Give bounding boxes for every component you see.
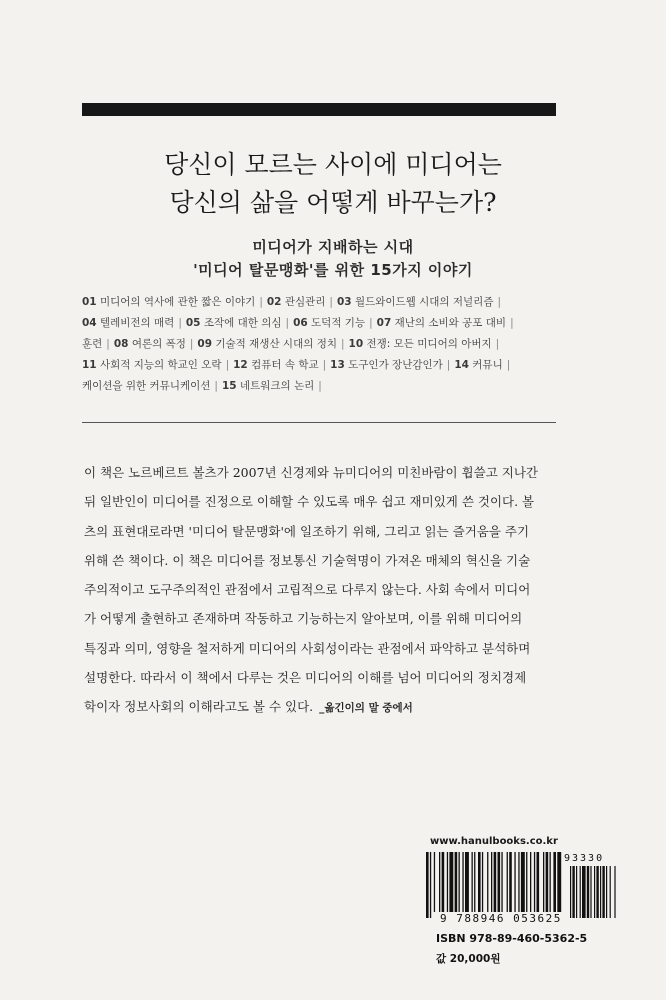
toc-item-number: 07 [376, 317, 392, 329]
barcode-bar [514, 852, 515, 912]
barcode-bar [459, 852, 460, 912]
toc-separator: | [259, 296, 263, 308]
toc-item-title: 컴퓨터 속 학교 [251, 359, 319, 371]
toc-item-title: 기술적 재생산 시대의 정치 [215, 338, 337, 350]
barcode-bar [537, 852, 540, 912]
toc-item-number: 11 [82, 359, 97, 371]
toc-item [82, 317, 174, 329]
toc-separator: | [214, 380, 218, 392]
toc-item [197, 338, 337, 350]
toc-item-title: 미디어의 역사에 관한 짧은 이야기 [99, 296, 256, 308]
toc-item [337, 296, 494, 308]
barcode-bar [526, 852, 527, 912]
toc-line [82, 376, 562, 397]
barcode-addon-bar [606, 866, 607, 918]
toc-separator: | [495, 338, 500, 350]
toc-item-number: 10 [348, 338, 364, 350]
toc-separator: | [322, 359, 327, 371]
barcode-bar [487, 852, 488, 912]
barcode-bar [482, 852, 483, 912]
barcode-bar [439, 852, 440, 912]
isbn-text: ISBN 978-89-460-5362-5 [436, 932, 588, 945]
toc-item [454, 359, 502, 371]
barcode-addon-bar [602, 866, 604, 918]
toc-separator: | [497, 296, 502, 308]
toc-item-number: 02 [266, 296, 282, 308]
body-line: 설명한다. 따라서 이 책에서 다루는 것은 미디어의 이해를 넘어 미디어의 정치경제 [84, 670, 527, 686]
toc-item-number: 01 [82, 296, 97, 308]
body-line: 주의적이고 도구주의적인 관점에서 고립적으로 다루지 않는다. 사회 속에서 미디어 [84, 582, 531, 598]
toc-item [82, 359, 222, 371]
barcode-bar [472, 852, 473, 912]
barcode-addon-bar [570, 866, 571, 918]
toc-separator: | [106, 338, 110, 350]
toc-item-number: 05 [185, 317, 201, 329]
toc-item-title: 도구인가 장난감인가 [348, 359, 443, 371]
barcode-bar [521, 852, 525, 912]
barcode-addon-bar [576, 866, 577, 918]
toc-item [293, 317, 365, 329]
toc-item-title: 조작에 대한 의심 [203, 317, 282, 329]
barcode-bar [462, 852, 463, 912]
barcode-bar [426, 852, 429, 918]
barcode-addon-bar [572, 866, 574, 918]
headline-line-2: 당신의 삶을 어떻게 바꾸는가? [169, 188, 497, 217]
subhead-line-1: 미디어가 지배하는 시대 [252, 238, 414, 256]
toc-line [82, 355, 562, 376]
toc-item [349, 338, 492, 350]
barcode-bar [534, 852, 535, 912]
toc-item-title: 월드와이드웹 시대의 저널리즘 [354, 296, 494, 308]
toc-item [82, 380, 210, 392]
toc-item [82, 338, 102, 350]
barcode-bar [478, 852, 481, 912]
barcode-addon-bar [594, 866, 595, 918]
toc-separator: | [506, 359, 511, 371]
toc-separator: | [510, 317, 514, 329]
barcode-bar [455, 852, 458, 912]
barcode-addon-bar [614, 866, 615, 918]
toc-item-title: 커뮤니 [472, 359, 503, 371]
barcode-addon-number: 93330 [564, 853, 605, 864]
toc-item-title: 사회적 지능의 학교인 오락 [99, 359, 222, 371]
subhead-line-2: '미디어 탈문맹화'를 위한 15가지 이야기 [193, 261, 473, 279]
body-line: 츠의 표현대로라면 '미디어 탈문맹화'에 일조하기 위해, 그리고 읽는 즐거움을 주기 [84, 523, 530, 539]
toc-line [82, 313, 562, 334]
toc-item [233, 359, 319, 371]
barcode-bar [553, 852, 556, 912]
toc-separator: | [225, 359, 230, 371]
barcode-addon-bar [582, 866, 586, 918]
barcode-bar [530, 852, 531, 912]
toc-item-number: 09 [197, 338, 213, 350]
toc-separator: | [318, 380, 322, 392]
toc-item-title: 전쟁: 모든 미디어의 아버지 [366, 338, 492, 350]
barcode-bar [449, 852, 453, 912]
toc-item-number: 06 [293, 317, 308, 329]
barcode-bar [434, 852, 435, 912]
barcode-addon-bar [587, 866, 589, 918]
toc-item [330, 359, 443, 371]
publisher-website: www.hanulbooks.co.kr [430, 836, 558, 847]
toc-item-title: 훈련 [82, 338, 103, 350]
body-line: 뒤 일반인이 미디어를 진정으로 이해할 수 있도록 매우 쉽고 재미있게 쓴 것이다. 볼 [84, 494, 535, 510]
barcode-bar [518, 852, 519, 912]
barcode-bar [546, 852, 549, 912]
barcode-bar [498, 852, 501, 912]
barcode-bar [494, 852, 497, 912]
barcode-bar [474, 852, 475, 912]
toc-item-number: 12 [233, 359, 248, 371]
barcode-addon-bar [610, 866, 611, 918]
barcode-number: 9 788946 053625 [440, 912, 562, 925]
toc-item-title: 도덕적 기능 [311, 317, 366, 329]
toc-item [377, 317, 506, 329]
barcode-bar [557, 852, 561, 912]
toc-separator: | [340, 338, 345, 350]
toc-item-number: 03 [336, 296, 352, 308]
toc-item [267, 296, 326, 308]
barcode-bar [465, 852, 469, 912]
barcode-bar [501, 852, 502, 912]
body-line: 특징과 의미, 영향을 철저하게 미디어의 사회성이라는 관점에서 파악하고 분석하며 [84, 640, 531, 656]
body-line: 이 책은 노르베르트 볼츠가 2007년 신경제와 뉴미디어의 미친바람이 휩쓸고 지나간 [84, 465, 538, 480]
barcode-bar [509, 852, 512, 912]
toc-item-title: 재난의 소비와 공포 대비 [394, 317, 507, 329]
barcode-bar [447, 852, 448, 912]
headline [60, 146, 606, 222]
toc-separator: | [446, 359, 451, 371]
divider-rule [82, 422, 556, 423]
toc-item-title: 관심관리 [284, 296, 326, 308]
toc-item-number: 04 [82, 317, 97, 329]
barcode-addon-bar [600, 866, 601, 918]
barcode-addon-bar [580, 866, 581, 918]
headline-line-1: 당신이 모르는 사이에 미디어는 [164, 150, 502, 179]
subhead [60, 236, 606, 282]
top-black-bar [82, 103, 556, 116]
barcode-bar [507, 852, 508, 912]
body-text [84, 458, 564, 724]
toc-item [186, 317, 282, 329]
toc-item-title: 텔레비전의 매력 [99, 317, 175, 329]
toc-separator: | [178, 317, 182, 329]
isbn-barcode [420, 852, 620, 940]
toc-item-title: 네트워크의 논리 [239, 380, 315, 392]
toc-item-number: 13 [330, 359, 345, 371]
table-of-contents [82, 292, 562, 397]
body-line: 위해 쓴 책이다. 이 책은 미디어를 정보통신 기술혁명이 가져온 매체의 혁신을 기술 [84, 552, 531, 568]
body-line-text: 학이자 정보사회의 이해라고도 볼 수 있다. [84, 699, 314, 715]
toc-separator: | [189, 338, 194, 350]
toc-item-title: 여론의 폭정 [131, 338, 186, 350]
source-note: _옮긴이의 말 중에서 [319, 702, 413, 715]
barcode-bar [442, 852, 445, 912]
barcode-bar [430, 852, 431, 918]
toc-item [114, 338, 186, 350]
toc-item-title: 케이션을 위한 커뮤니케이션 [82, 380, 211, 392]
barcode-bar [550, 852, 551, 912]
toc-line [82, 292, 562, 313]
barcode-bar [491, 852, 492, 912]
toc-separator: | [329, 296, 333, 308]
toc-item-number: 08 [113, 338, 129, 350]
toc-item-number: 15 [221, 380, 237, 392]
barcode-addon-bar [596, 866, 598, 918]
toc-separator: | [285, 317, 290, 329]
barcode-bar [543, 852, 544, 912]
toc-separator: | [369, 317, 373, 329]
toc-line [82, 334, 562, 355]
price-text: 값 20,000원 [436, 953, 501, 965]
toc-item-number: 14 [454, 359, 469, 371]
toc-item [222, 380, 314, 392]
body-line-last [84, 692, 564, 723]
barcode-addon-bar [590, 866, 591, 918]
body-line: 가 어떻게 출현하고 존재하며 작동하고 기능하는지 알아보며, 이를 위해 미디어의 [84, 611, 523, 627]
toc-item [82, 296, 255, 308]
